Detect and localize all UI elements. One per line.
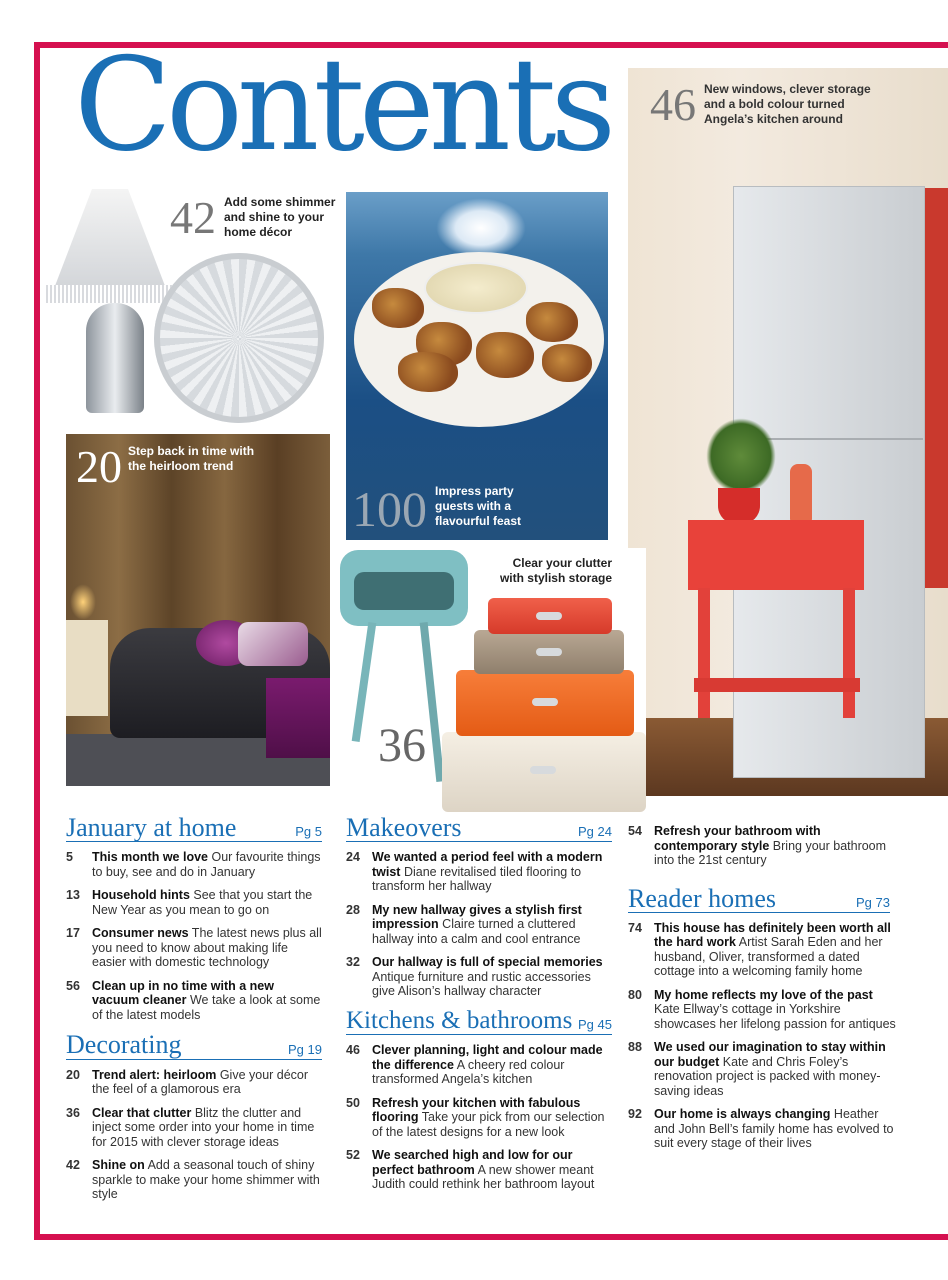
feature-caption-text: Impress party guests with a flavourful feast <box>435 484 522 528</box>
entry-description: Give your décor the feel of a glamorous era <box>92 1067 309 1097</box>
silver-plate <box>154 253 324 423</box>
entry-page-number: 92 <box>628 1107 642 1122</box>
candle-glow <box>70 584 96 620</box>
purple-throw <box>266 678 330 758</box>
entry-page-number: 24 <box>346 850 360 865</box>
storage-feature-caption: Clear your clutter with stylish storage <box>499 556 612 585</box>
entry-description: See that you start the New Year as you mean to go on <box>92 888 313 917</box>
contents-entry[interactable] <box>628 921 898 979</box>
contents-entry[interactable] <box>628 1107 898 1151</box>
kebab <box>372 288 424 328</box>
section-title: Kitchens & bathrooms <box>346 1006 573 1034</box>
entry-page-number: 88 <box>628 1040 642 1055</box>
entry-heading: My home reflects my love of the past <box>654 987 873 1002</box>
entry-heading: We wanted a period feel with a modern twist <box>372 850 603 879</box>
orange-suitcase <box>456 670 634 736</box>
red-suitcase <box>488 598 612 634</box>
entry-page-number: 54 <box>628 824 642 838</box>
taupe-suitcase <box>474 630 624 674</box>
contents-column-1 <box>66 814 322 1211</box>
food-feature-caption <box>352 481 535 537</box>
entry-description: Antique furniture and rustic accessories give Alison’s hallway character <box>372 969 591 999</box>
contents-entry[interactable] <box>346 1148 612 1192</box>
entry-description: Take your pick from our selection of the latest designs for a new look <box>372 1110 605 1139</box>
page-title: Contents <box>74 31 611 180</box>
contents-entry[interactable] <box>66 1106 322 1150</box>
entry-description: Bring your bathroom into the 21st century <box>654 838 887 867</box>
entry-heading: Refresh your kitchen with fabulous flooring <box>372 1095 581 1125</box>
lamp-base <box>86 303 144 413</box>
feature-caption-text: Step back in time with the heirloom trend <box>128 444 255 473</box>
section-page: Pg 24 <box>578 824 612 840</box>
entry-description: Blitz the clutter and inject some order into your home in time for 2015 with clever storage ideas <box>92 1105 315 1149</box>
contents-column-3 <box>628 824 898 1160</box>
contents-entry[interactable] <box>346 1096 612 1140</box>
contents-entry[interactable] <box>628 1040 898 1098</box>
kebab <box>476 332 534 378</box>
entry-page-number: 50 <box>346 1095 360 1110</box>
entry-heading: Refresh your bathroom with contemporary style <box>654 824 821 853</box>
contents-entry[interactable] <box>628 824 898 868</box>
entry-page-number: 80 <box>628 987 642 1002</box>
entry-heading: Our hallway is full of special memories <box>372 955 603 970</box>
entry-page-number: 13 <box>66 888 80 903</box>
section-title: Decorating <box>66 1030 182 1060</box>
contents-entry[interactable] <box>66 888 322 917</box>
entry-description: Artist Sarah Eden and her husband, Oliver, transformed a dated cottage into a welcoming family home <box>654 935 883 979</box>
contents-entry[interactable] <box>66 926 322 970</box>
red-side-table <box>688 520 864 590</box>
red-plant-pot <box>718 488 760 524</box>
entry-heading: This month we love <box>92 850 208 865</box>
feature-page-number: 46 <box>650 79 696 130</box>
feature-page-number: 42 <box>170 192 216 243</box>
contents-entry[interactable] <box>346 955 612 999</box>
table-shelf <box>694 678 860 692</box>
feature-page-number: 36 <box>378 719 426 772</box>
heirloom-feature-caption <box>76 441 268 492</box>
entry-description: Kate and Chris Foley’s renovation project is packed with money-saving ideas <box>654 1054 881 1098</box>
entry-heading: Our home is always changing <box>654 1107 831 1122</box>
contents-entry[interactable] <box>66 850 322 879</box>
lamp-shade <box>50 189 170 299</box>
table-leg <box>352 622 377 742</box>
potted-plant <box>706 418 776 494</box>
feature-page-number: 20 <box>76 441 122 492</box>
section-title: Reader homes <box>628 883 777 913</box>
entry-page-number: 20 <box>66 1067 80 1082</box>
entry-heading: Clean up in no time with a new vacuum cleaner <box>92 978 274 1008</box>
contents-entry[interactable] <box>66 1158 322 1202</box>
kebab <box>526 302 578 342</box>
entry-heading: Clear that clutter <box>92 1105 192 1120</box>
entry-page-number: 74 <box>628 920 642 935</box>
feature-caption-text: New windows, clever storage and a bold colour turned Angela’s kitchen around <box>704 82 871 126</box>
section-page: Pg 45 <box>578 1017 612 1033</box>
entry-description: Our favourite things to buy, see and do in January <box>92 850 321 879</box>
contents-entry[interactable] <box>628 988 898 1032</box>
section-page: Pg 19 <box>288 1041 322 1057</box>
contents-entry[interactable] <box>346 1043 612 1087</box>
section-header-january[interactable] <box>66 814 322 842</box>
entry-page-number: 46 <box>346 1043 360 1058</box>
entry-heading: Clever planning, light and colour made the difference <box>372 1043 603 1072</box>
contents-entry[interactable] <box>346 850 612 894</box>
lamp-feature-caption <box>170 192 344 243</box>
entry-page-number: 17 <box>66 926 80 941</box>
contents-entry[interactable] <box>66 1068 322 1097</box>
entry-page-number: 28 <box>346 902 360 917</box>
entry-description: Heather and John Bell’s family home has evolved to suit every stage of their lives <box>654 1107 894 1151</box>
glass-bottle <box>790 464 812 522</box>
entry-heading: Shine on <box>92 1158 145 1173</box>
section-title: Makeovers <box>346 813 462 842</box>
entry-description: Diane revitalised tiled flooring to transform her hallway <box>372 864 582 894</box>
entry-page-number: 5 <box>66 850 73 865</box>
entry-description: Kate Ellway’s cottage in Yorkshire showcases her lifelong passion for antiques <box>654 1002 896 1031</box>
side-table-cubby <box>354 572 454 610</box>
kitchen-photo[interactable] <box>628 68 948 796</box>
entry-page-number: 32 <box>346 955 360 970</box>
entry-heading: We used our imagination to stay within our budget <box>654 1040 886 1069</box>
contents-column-2 <box>346 814 612 1201</box>
section-header-makeovers[interactable] <box>346 814 612 842</box>
kebab <box>542 344 592 382</box>
entry-description: We take a look at some of the latest models <box>92 993 321 1022</box>
section-header-decorating[interactable] <box>66 1031 322 1059</box>
section-page: Pg 73 <box>856 894 890 910</box>
cream-suitcase <box>442 732 646 812</box>
feature-page-number: 100 <box>352 481 427 537</box>
entry-description: Add a seasonal touch of shiny sparkle to make your home shimmer with style <box>92 1158 320 1202</box>
section-title: January at home <box>66 813 237 842</box>
entry-heading: Household hints <box>92 888 190 903</box>
entry-heading: We searched high and low for our perfect bathroom <box>372 1148 573 1177</box>
kitchen-feature-caption <box>650 79 884 130</box>
snowflake-decoration <box>436 198 526 258</box>
entry-description: A cheery red colour transformed Angela’s kitchen <box>372 1057 565 1087</box>
entry-description: Claire turned a cluttered hallway into a calm and cool entrance <box>372 917 581 946</box>
bedside-table <box>66 620 108 716</box>
entry-description: The latest news plus all you need to know about making life easier with domestic technology <box>92 926 322 970</box>
feature-caption-text: Add some shimmer and shine to your home décor <box>224 195 336 239</box>
section-page: Pg 5 <box>295 824 322 840</box>
kebab <box>398 352 458 392</box>
storage-photo[interactable] <box>336 548 646 816</box>
table-leg <box>843 588 855 718</box>
table-leg <box>698 588 710 718</box>
entry-heading: This house has definitely been worth all the hard work <box>654 920 891 950</box>
entry-page-number: 36 <box>66 1105 80 1120</box>
floral-cushion <box>238 622 308 666</box>
entry-heading: My new hallway gives a stylish first impression <box>372 902 582 932</box>
lamp-fringe <box>46 285 176 303</box>
dip-bowl <box>424 262 528 314</box>
contents-entry[interactable] <box>346 903 612 947</box>
entry-heading: Consumer news <box>92 926 189 941</box>
contents-entry[interactable] <box>66 979 322 1023</box>
section-header-reader-homes[interactable] <box>628 885 890 913</box>
entry-page-number: 42 <box>66 1158 80 1173</box>
entry-page-number: 56 <box>66 978 80 993</box>
section-header-kitchens[interactable] <box>346 1008 612 1035</box>
entry-page-number: 52 <box>346 1148 360 1163</box>
entry-heading: Trend alert: heirloom <box>92 1067 217 1082</box>
entry-description: A new shower meant Judith could rethink her bathroom layout <box>372 1162 595 1192</box>
